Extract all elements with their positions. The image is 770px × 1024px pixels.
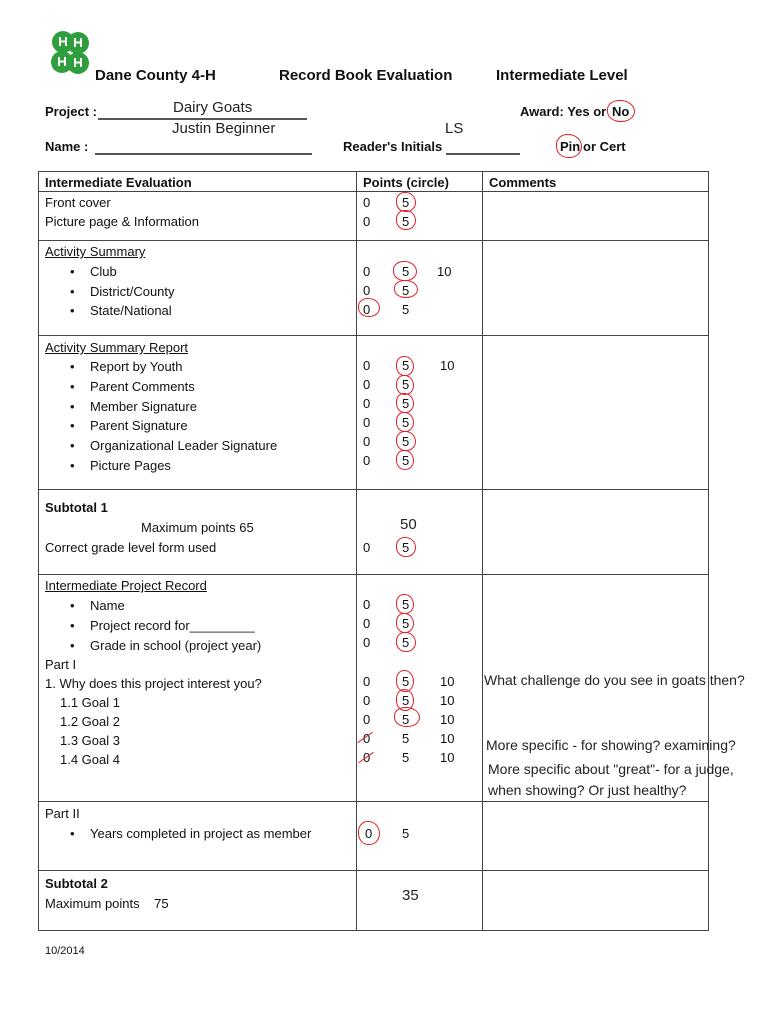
- goal4-5: 5: [402, 750, 410, 765]
- member-signature-mark: [396, 393, 414, 413]
- name-0: 0: [363, 597, 371, 612]
- district-mark: [394, 280, 418, 298]
- org-leader-signature-item: • Organizational Leader Signature: [90, 438, 277, 453]
- col-comments-header: Comments: [489, 175, 557, 190]
- grade-school-0: 0: [363, 635, 371, 650]
- part2-label: Part II: [45, 806, 80, 821]
- subtotal1-value: 50: [400, 516, 417, 533]
- picture-pages-item: • Picture Pages: [90, 458, 171, 473]
- subtotal1-label: Subtotal 1: [45, 500, 108, 515]
- comment-challenge: What challenge do you see in goats then?: [484, 672, 745, 688]
- goal3-5: 5: [402, 731, 410, 746]
- record-for-0: 0: [363, 616, 371, 631]
- parent-comments-0: 0: [363, 377, 371, 392]
- form-title: Record Book Evaluation: [279, 67, 453, 84]
- subtotal2-label: Subtotal 2: [45, 876, 108, 891]
- goal4-10: 10: [440, 750, 455, 765]
- goal2-5: 5: [402, 712, 410, 727]
- county-title: Dane County 4-H: [95, 67, 216, 84]
- club-mark: [393, 261, 417, 281]
- parent-signature-0: 0: [363, 415, 371, 430]
- parent-comments-5: 5: [402, 377, 410, 392]
- name-item: • Name: [90, 598, 125, 613]
- goal1-5: 5: [402, 693, 410, 708]
- name-value: Justin Beginner: [172, 120, 276, 137]
- years-5: 5: [402, 826, 410, 841]
- club-5: 5: [402, 264, 410, 279]
- why-5: 5: [402, 674, 410, 689]
- part1-label: Part I: [45, 657, 77, 672]
- col-evaluation-header: Intermediate Evaluation: [45, 175, 192, 190]
- readers-initials-value: LS: [445, 120, 464, 137]
- correct-grade-label: Correct grade level form used: [45, 540, 217, 555]
- picture-page-5: 5: [402, 214, 410, 229]
- subtotal2-value: 35: [402, 887, 419, 904]
- col-points-header: Points (circle): [363, 175, 449, 190]
- grade-school-5: 5: [402, 635, 410, 650]
- district-5: 5: [402, 283, 410, 298]
- goal1-0: 0: [363, 693, 371, 708]
- goal4-label: 1.4 Goal 4: [60, 752, 120, 767]
- report-youth-0: 0: [363, 358, 371, 373]
- goal3-0: 0: [363, 731, 371, 746]
- org-leader-signature-mark: [396, 431, 416, 451]
- correct-grade-mark: [396, 537, 416, 557]
- goal2-10: 10: [440, 712, 455, 727]
- footer-date: 10/2014: [45, 945, 85, 957]
- goal2-label: 1.2 Goal 2: [60, 714, 120, 729]
- state-mark: [358, 298, 380, 317]
- cert-option: or Cert: [583, 139, 626, 154]
- years-0: 0: [365, 826, 373, 841]
- state-item: • State/National: [90, 303, 172, 318]
- pin-option: Pin: [560, 139, 581, 154]
- record-for-item: • Project record for_________: [90, 618, 255, 633]
- name-mark: [396, 594, 414, 614]
- project-value: Dairy Goats: [173, 99, 253, 116]
- goal3-10: 10: [440, 731, 455, 746]
- state-0: 0: [363, 302, 371, 317]
- report-youth-5: 5: [402, 358, 410, 373]
- front-cover-label: Front cover: [45, 195, 111, 210]
- comment-specific-great-1: More specific about "great"- for a judge,: [488, 761, 734, 777]
- asr-heading: Activity Summary Report: [45, 340, 189, 355]
- member-signature-0: 0: [363, 396, 371, 411]
- why-10: 10: [440, 674, 455, 689]
- grade-school-item: • Grade in school (project year): [90, 638, 261, 653]
- parent-comments-item: • Parent Comments: [90, 379, 195, 394]
- front-cover-0: 0: [363, 195, 371, 210]
- years-item: • Years completed in project as member: [90, 826, 311, 841]
- picture-pages-0: 0: [363, 453, 371, 468]
- goal1-10: 10: [440, 693, 455, 708]
- activity-summary-heading: Activity Summary: [45, 244, 146, 259]
- district-0: 0: [363, 283, 371, 298]
- correct-grade-0: 0: [363, 540, 371, 555]
- parent-signature-mark: [396, 412, 414, 432]
- goal2-mark: [394, 707, 420, 727]
- record-for-mark: [396, 613, 414, 633]
- club-0: 0: [363, 264, 371, 279]
- level-title: Intermediate Level: [496, 67, 628, 84]
- front-cover-5: 5: [402, 195, 410, 210]
- goal1-label: 1.1 Goal 1: [60, 695, 120, 710]
- ipr-heading: Intermediate Project Record: [45, 578, 207, 593]
- district-item: • District/County: [90, 284, 175, 299]
- name-5: 5: [402, 597, 410, 612]
- years-mark: [358, 821, 380, 845]
- member-signature-5: 5: [402, 396, 410, 411]
- readers-initials-label: Reader's Initials: [343, 139, 443, 154]
- parent-signature-5: 5: [402, 415, 410, 430]
- state-5: 5: [402, 302, 410, 317]
- comment-specific-great-2: when showing? Or just healthy?: [488, 782, 687, 798]
- club-10: 10: [437, 264, 452, 279]
- front-cover-mark: [396, 192, 416, 212]
- award-label: Award: Yes or: [520, 104, 607, 119]
- parent-signature-item: • Parent Signature: [90, 418, 188, 433]
- club-item: • Club: [90, 264, 117, 279]
- report-youth-10: 10: [440, 358, 455, 373]
- report-youth-item: • Report by Youth: [90, 359, 183, 374]
- report-youth-mark: [396, 356, 414, 376]
- grade-school-mark: [396, 632, 416, 652]
- why-0: 0: [363, 674, 371, 689]
- subtotal2-max: Maximum points 75: [45, 896, 169, 911]
- picture-pages-mark: [396, 450, 414, 470]
- picture-pages-5: 5: [402, 453, 410, 468]
- goal3-label: 1.3 Goal 3: [60, 733, 120, 748]
- record-for-5: 5: [402, 616, 410, 631]
- comment-specific-showing: More specific - for showing? examining?: [486, 737, 736, 753]
- name-label: Name :: [45, 139, 89, 154]
- picture-page-0: 0: [363, 214, 371, 229]
- why-question: 1. Why does this project interest you?: [45, 676, 262, 691]
- member-signature-item: • Member Signature: [90, 399, 197, 414]
- org-leader-signature-5: 5: [402, 434, 410, 449]
- picture-page-mark: [396, 210, 416, 230]
- parent-comments-mark: [396, 375, 414, 395]
- award-no: No: [612, 104, 630, 119]
- picture-page-label: Picture page & Information: [45, 214, 199, 229]
- correct-grade-5: 5: [402, 540, 410, 555]
- org-leader-signature-0: 0: [363, 434, 371, 449]
- goal4-0: 0: [363, 750, 371, 765]
- goal2-0: 0: [363, 712, 371, 727]
- project-label: Project :: [45, 104, 98, 119]
- subtotal1-max: Maximum points 65: [141, 520, 254, 535]
